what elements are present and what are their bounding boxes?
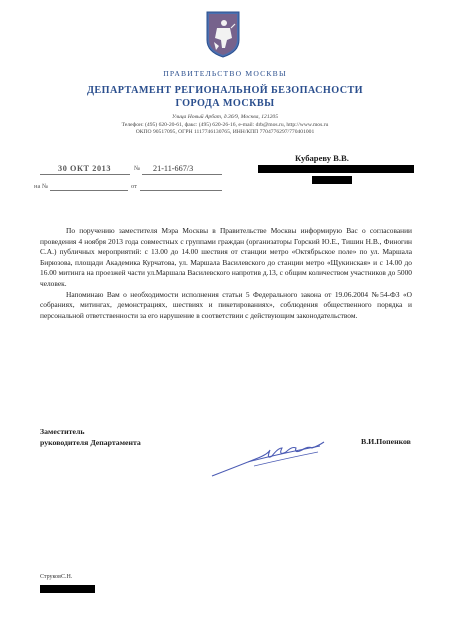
redaction-bar [312,176,352,184]
number-label: № [134,165,141,172]
signatory-name: В.И.Попенков [361,437,411,446]
registration-number: 21-11-667/3 [153,164,194,173]
handwritten-signature-icon [208,436,328,478]
reference-label: на № [34,183,49,190]
signatory-title-line2: руководителя Департамента [40,438,141,447]
date-underline [40,174,130,175]
department-contacts: Телефон: (495) 620-20-61, факс: (495) 620-26-16, e-mail: drb@mos.ru, http://www.mos.ru [121,121,329,128]
reference-from-label: от [131,183,138,190]
reference-from-underline [140,190,222,191]
addressee-name: Кубареву В.В. [295,153,349,163]
redaction-bar [40,585,95,593]
number-underline [142,174,222,175]
department-address: Улица Новый Арбат, д.36/9, Москва, 121205 [171,114,279,120]
registration-date: 30 ОКТ 2013 [58,164,112,173]
government-title: ПРАВИТЕЛЬСТВО МОСКВЫ [163,69,287,78]
department-title [0,84,450,110]
body-paragraph-2: Напоминаю Вам о необходимости исполнения статьи 5 Федерального закона от 19.06.2004 №54-ФЗ «О собраниях, митингах, демонстрациях, шествиях и пикетированиях», соблюдения общественного порядка и персональной ответственности за его нарушение в соответствии с действующим законодательством. [40,289,412,320]
reference-underline [50,190,128,191]
letter-body [40,226,412,321]
moscow-coat-of-arms-icon [205,10,241,58]
redaction-bar [258,165,414,173]
signatory-title-line1: Заместитель [40,427,85,436]
body-paragraph-1: По поручению заместителя Мэра Москвы в Правительстве Москвы информирую Вас о согласовании проведения 4 ноября 2013 года совместных с группами граждан (организаторы Горский Ю.Е., Тишин Н.В., Финогин С.А.) публичных мероприятий: с 13.00 до 14.00 шествия от станции метро «Октябрьское поле» по ул. Маршала Бирюзова, площади Академика Курчатова, ул. Маршала Василевского до станции метро «Щукинская» и с 14.00 до 16.00 митинга на проезжей части ул.Маршала Василевского напротив д.13, с общим количеством участников до 5000 человек. [40,226,412,288]
department-title-line1: ДЕПАРТАМЕНТ РЕГИОНАЛЬНОЙ БЕЗОПАСНОСТИ [87,85,363,96]
department-codes: ОКПО 90517095, ОГРН 1117746130765, ИНН/КПП 7704776297/770401001 [135,129,315,136]
signatory-title [40,426,141,448]
department-address-block [0,114,450,137]
executor-name: СтруковС.Н. [40,574,73,580]
department-title-line2: ГОРОДА МОСКВЫ [175,98,275,109]
